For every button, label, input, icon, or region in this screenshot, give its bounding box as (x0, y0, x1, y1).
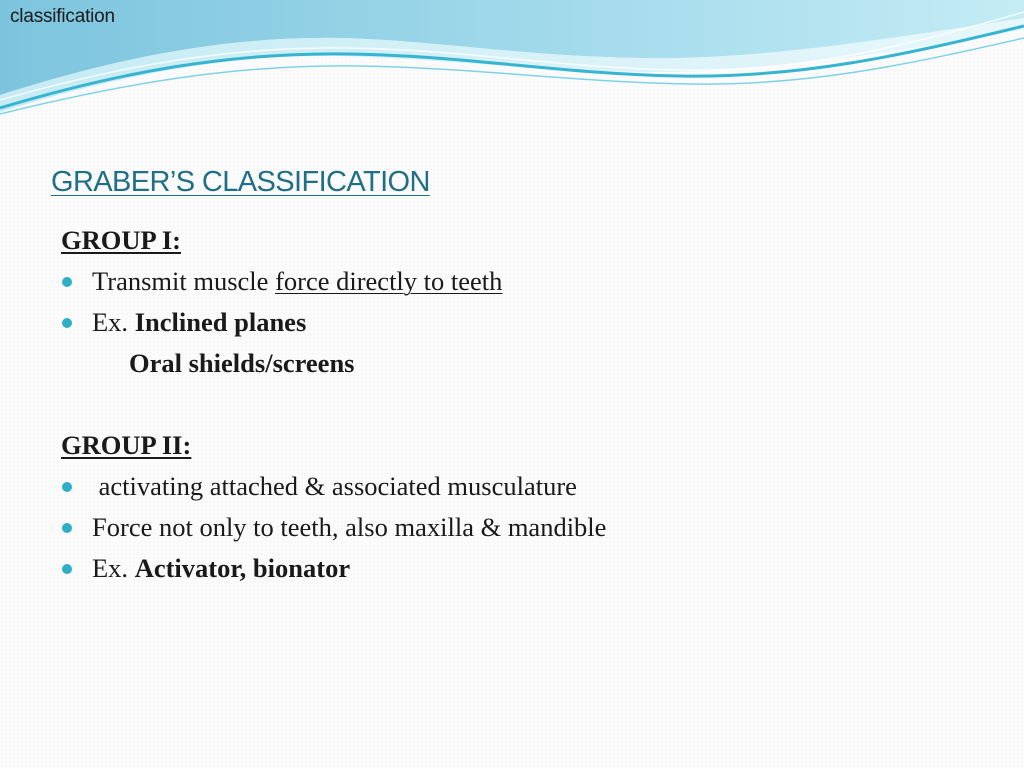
group-1-continuation: Oral shields/screens (129, 348, 355, 378)
bullet-bold-text: Inclined planes (134, 307, 307, 337)
bullet-text: Transmit muscle (92, 266, 276, 296)
bullet-underlined-text: force directly to teeth (275, 266, 503, 296)
slide-content (61, 220, 961, 589)
header-wave-decoration (0, 0, 1024, 120)
bullet-bold-text: Activator, bionator (134, 553, 351, 583)
group-spacer (61, 384, 961, 425)
group-2-bullet-3 (61, 548, 961, 589)
group-1-bullet-1 (61, 261, 961, 302)
bullet-prefix: Ex. (92, 307, 135, 337)
slide-title: GRABER’S CLASSIFICATION (51, 166, 430, 198)
group-2-heading: GROUP II: (61, 430, 192, 460)
group-1-heading-line (61, 220, 961, 261)
slide-section-label: classification (10, 6, 115, 27)
group-1-bullet-2 (61, 302, 961, 343)
bullet-text: Force not only to teeth, also maxilla & mandible (92, 512, 607, 542)
bullet-prefix: Ex. (92, 553, 135, 583)
group-2-bullet-1 (61, 466, 961, 507)
group-2-bullet-2 (61, 507, 961, 548)
group-1-heading: GROUP I: (61, 225, 181, 255)
group-2-heading-line (61, 425, 961, 466)
bullet-text: activating attached & associated musculature (92, 471, 577, 501)
